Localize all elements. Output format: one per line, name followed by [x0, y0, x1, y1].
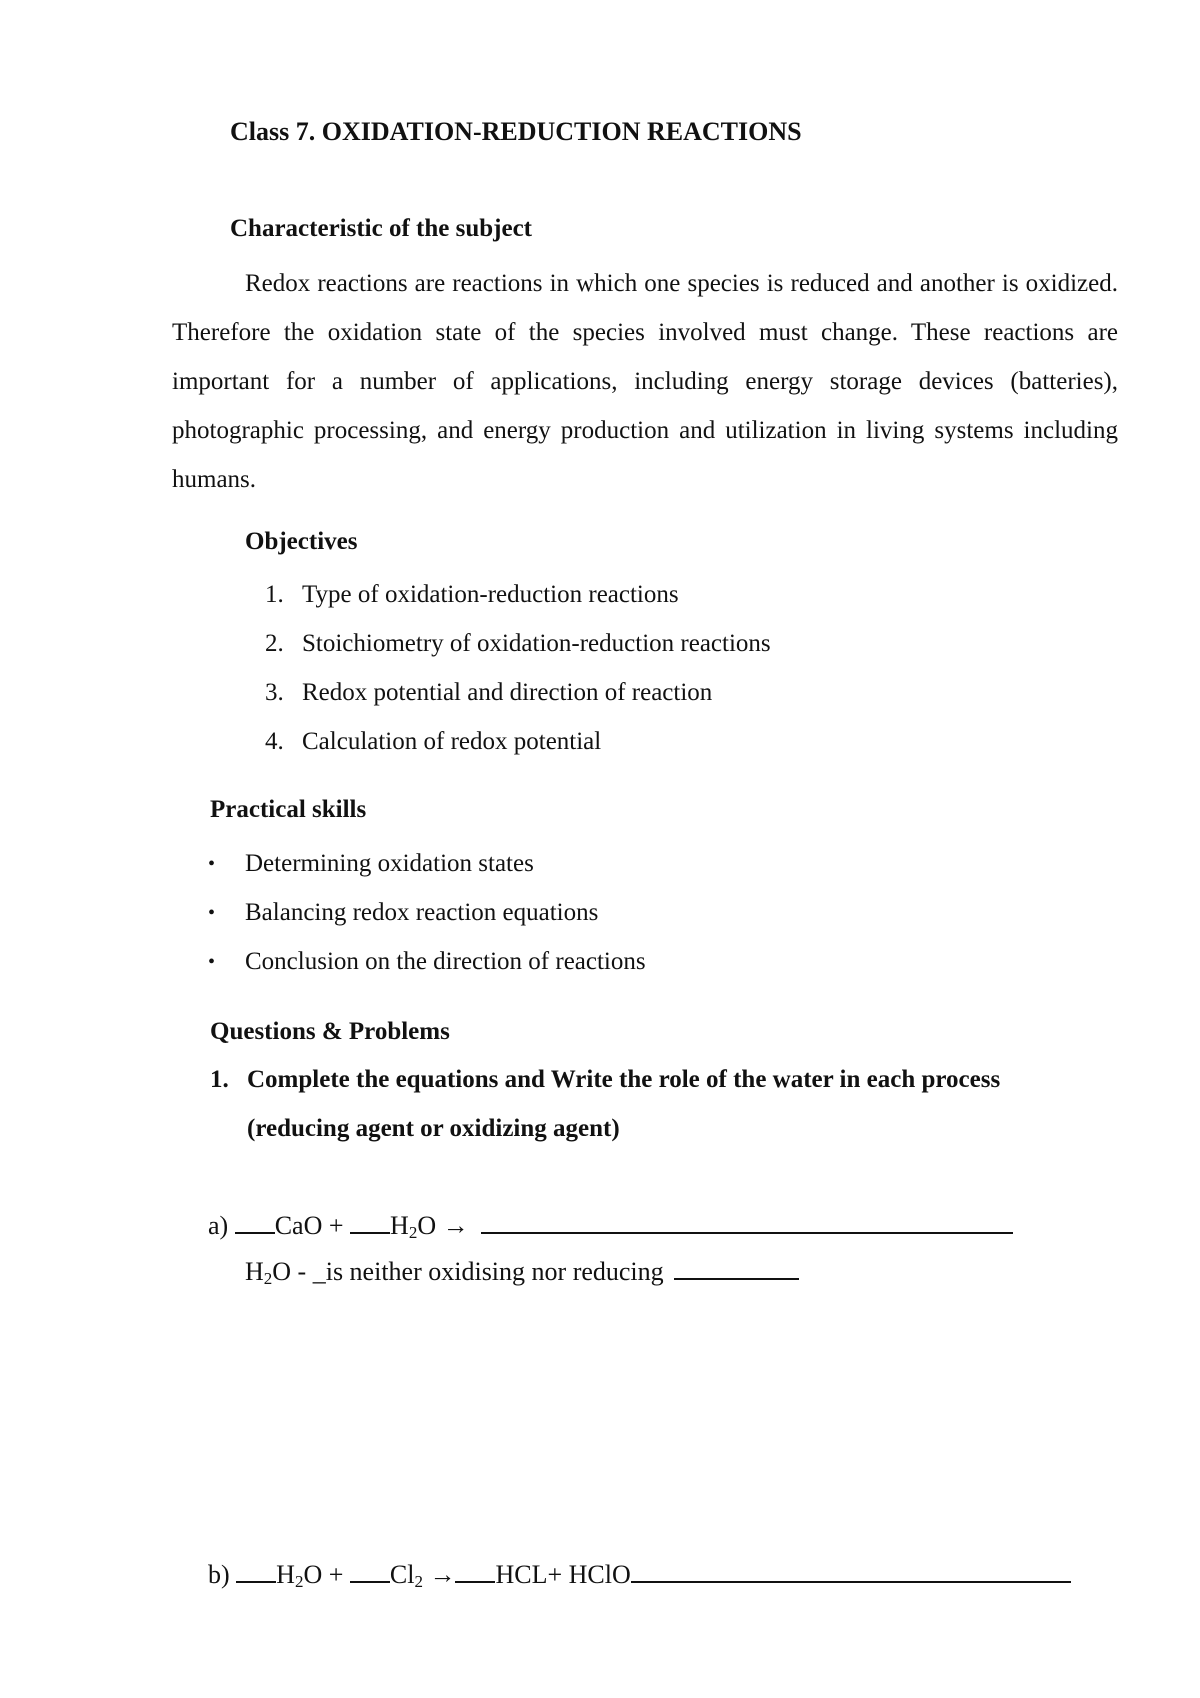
objective-number: 3. [265, 679, 284, 706]
coefficient-blank[interactable] [350, 1559, 390, 1583]
coefficient-blank[interactable] [350, 1210, 390, 1234]
objective-text: Type of oxidation-reduction reactions [302, 581, 679, 608]
question-number: 1. [210, 1066, 229, 1093]
objective-text: Calculation of redox potential [302, 728, 602, 755]
characteristic-heading: Characteristic of the subject [230, 215, 532, 242]
coefficient-blank[interactable] [455, 1559, 495, 1583]
equation-a-answer [245, 1256, 799, 1287]
products-blank[interactable] [631, 1559, 1071, 1583]
subscript: 2 [414, 1572, 423, 1591]
skill-text: Conclusion on the direction of reactions [245, 948, 646, 975]
equation-b-o-plus: O + [303, 1560, 344, 1589]
bullet-icon: • [208, 902, 216, 924]
equation-a-o-arrow: O → [417, 1211, 469, 1240]
subscript: 2 [294, 1572, 304, 1591]
objective-text: Stoichiometry of oxidation-reduction reactions [302, 630, 771, 657]
objective-number: 1. [265, 581, 284, 608]
equation-b-h: H [276, 1560, 295, 1589]
equation-a [208, 1210, 1013, 1241]
equation-a-reactant-1: CaO + [274, 1211, 344, 1240]
equation-b [208, 1559, 1071, 1590]
objective-number: 2. [265, 630, 284, 657]
skill-text: Balancing redox reaction equations [245, 899, 599, 926]
coefficient-blank[interactable] [236, 1559, 276, 1583]
practical-skills-heading: Practical skills [210, 796, 367, 823]
answer-blank[interactable] [674, 1256, 799, 1280]
bullet-icon: • [208, 951, 216, 973]
characteristic-paragraph: Redox reactions are reactions in which one species is reduced and another is oxidized. Therefore the oxidation state of the species involved must change. These reactions are important for a number of applications, including energy storage devices (batteries), photographic processing, and energy production and utilization in living systems including humans. [172, 270, 1118, 493]
questions-heading: Questions & Problems [210, 1018, 450, 1045]
answer-h: H [245, 1257, 264, 1286]
equation-a-h: H [390, 1211, 409, 1240]
subscript: 2 [408, 1223, 418, 1242]
equation-b-label: b) [208, 1560, 230, 1589]
objectives-heading: Objectives [245, 528, 358, 555]
skill-text: Determining oxidation states [245, 850, 534, 877]
products-blank[interactable] [481, 1210, 1013, 1234]
equation-b-cl: Cl [389, 1560, 415, 1589]
question-text-line-2: (reducing agent or oxidizing agent) [247, 1115, 620, 1142]
page-title: Class 7. OXIDATION-REDUCTION REACTIONS [230, 117, 802, 146]
objective-number: 4. [265, 728, 284, 755]
subscript: 2 [263, 1269, 273, 1288]
objective-text: Redox potential and direction of reaction [302, 679, 713, 706]
equation-a-label: a) [208, 1211, 229, 1240]
question-text-line-1: Complete the equations and Write the role of the water in each process [247, 1066, 1001, 1093]
equation-b-products: HCL+ HClO [495, 1560, 631, 1589]
coefficient-blank[interactable] [235, 1210, 275, 1234]
bullet-icon: • [208, 853, 216, 875]
equation-b-arrow: → [429, 1560, 456, 1589]
answer-text: O - _is neither oxidising nor reducing [272, 1257, 664, 1286]
